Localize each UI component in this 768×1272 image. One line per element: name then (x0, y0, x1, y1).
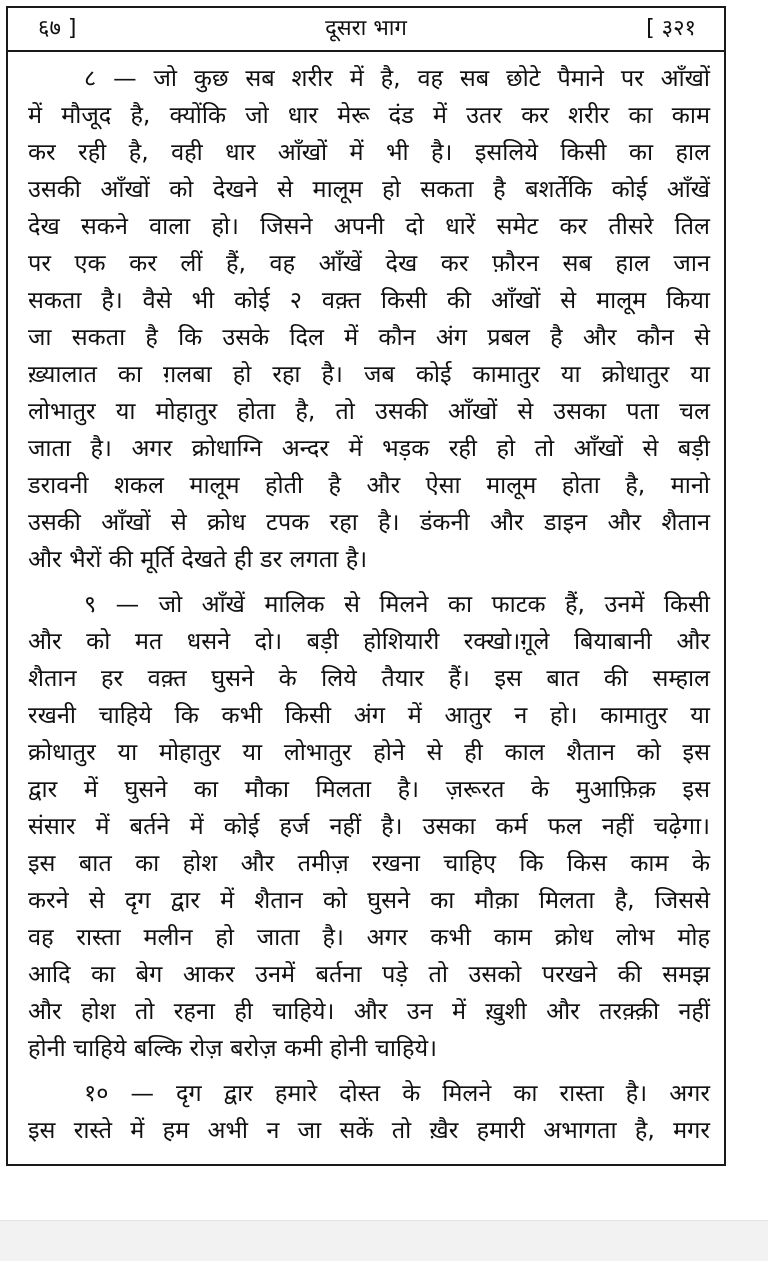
text-line: डरावनी शकल मालूम होती है और ऐसा मालूम होता है, मानो (28, 471, 710, 499)
text-line: सकता है। वैसे भी कोई २ वक़्त किसी की आँखों से मालूम किया (28, 286, 710, 314)
page-number-left: ६७ ] (38, 16, 77, 41)
book-page (6, 6, 726, 1166)
text-line: होनी चाहिये बल्कि रोज़ बरोज़ कमी होनी चाहिये। (28, 1034, 438, 1062)
text-line: कर रही है, वही धार आँखों में भी है। इसलिये किसी का हाल (28, 138, 710, 166)
section-title: दूसरा भाग (325, 16, 407, 41)
viewer-bottom-bar (0, 1220, 768, 1261)
text-line: इस रास्ते में हम अभी न जा सकें तो ख़ैर हमारी अभागता है, मगर (28, 1116, 710, 1144)
paragraph (28, 1075, 710, 1149)
text-line: आदि का बेग आकर उनमें बर्तना पड़े तो उसको परखने की समझ (28, 960, 710, 988)
text-line: लोभातुर या मोहातुर होता है, तो उसकी आँखों से उसका पता चल (28, 397, 710, 425)
text-line: वह रास्ता मलीन हो जाता है। अगर कभी काम क्रोध लोभ मोह (28, 923, 710, 951)
text-line: और को मत धसने दो। बड़ी होशियारी रक्खो।ग़ूले बियाबानी और (28, 627, 710, 655)
text-line: ८ — जो कुछ सब शरीर में है, वह सब छोटे पैमाने पर आँखों (84, 64, 710, 92)
page-number-right: [ ३२१ (646, 16, 696, 41)
text-line: उसकी आँखों को देखने से मालूम हो सकता है बशर्तेकि कोई आँखें (28, 175, 710, 203)
text-line: इस बात का होश और तमीज़ रखना चाहिए कि किस काम के (28, 849, 710, 877)
text-line: और भैरों की मूर्ति देखते ही डर लगता है। (28, 545, 368, 573)
text-line: जाता है। अगर क्रोधाग्नि अन्दर में भड़क रही हो तो आँखों से बड़ी (28, 434, 710, 462)
text-line: ख़्यालात का ग़लबा हो रहा है। जब कोई कामातुर या क्रोधातुर या (28, 360, 710, 388)
text-line: ९ — जो आँखें मालिक से मिलने का फाटक हैं, उनमें किसी (84, 590, 710, 618)
text-line: रखनी चाहिये कि कभी किसी अंग में आतुर न हो। कामातुर या (28, 701, 710, 729)
paragraph (28, 60, 710, 578)
paragraph (28, 586, 710, 1067)
text-line: क्रोधातुर या मोहातुर या लोभातुर होने से ही काल शैतान को इस (28, 738, 710, 766)
text-line: करने से दृग द्वार में शैतान को घुसने का मौक़ा मिलता है, जिससे (28, 886, 710, 914)
text-line: १० — दृग द्वार हमारे दोस्त के मिलने का रास्ता है। अगर (84, 1079, 710, 1107)
page-header (8, 8, 724, 52)
text-line: देख सकने वाला हो। जिसने अपनी दो धारें समेट कर तीसरे तिल (28, 212, 710, 240)
text-line: शैतान हर वक़्त घुसने के लिये तैयार हैं। इस बात की सम्हाल (28, 664, 710, 692)
page-body (28, 60, 710, 1157)
text-line: और होश तो रहना ही चाहिये। और उन में ख़ुशी और तरक़्क़ी नहीं (28, 997, 710, 1025)
text-line: में मौजूद है, क्योंकि जो धार मेरू दंड में उतर कर शरीर का काम (28, 101, 710, 129)
text-line: उसकी आँखों से क्रोध टपक रहा है। डंकनी और डाइन और शैतान (28, 508, 710, 536)
text-line: द्वार में घुसने का मौका मिलता है। ज़रूरत के मुआफ़िक़ इस (28, 775, 710, 803)
text-line: संसार में बर्तने में कोई हर्ज नहीं है। उसका कर्म फल नहीं चढ़ेगा। (28, 812, 710, 840)
text-line: जा सकता है कि उसके दिल में कौन अंग प्रबल है और कौन से (28, 323, 710, 351)
text-line: पर एक कर लीं हैं, वह आँखें देख कर फ़ौरन सब हाल जान (28, 249, 710, 277)
